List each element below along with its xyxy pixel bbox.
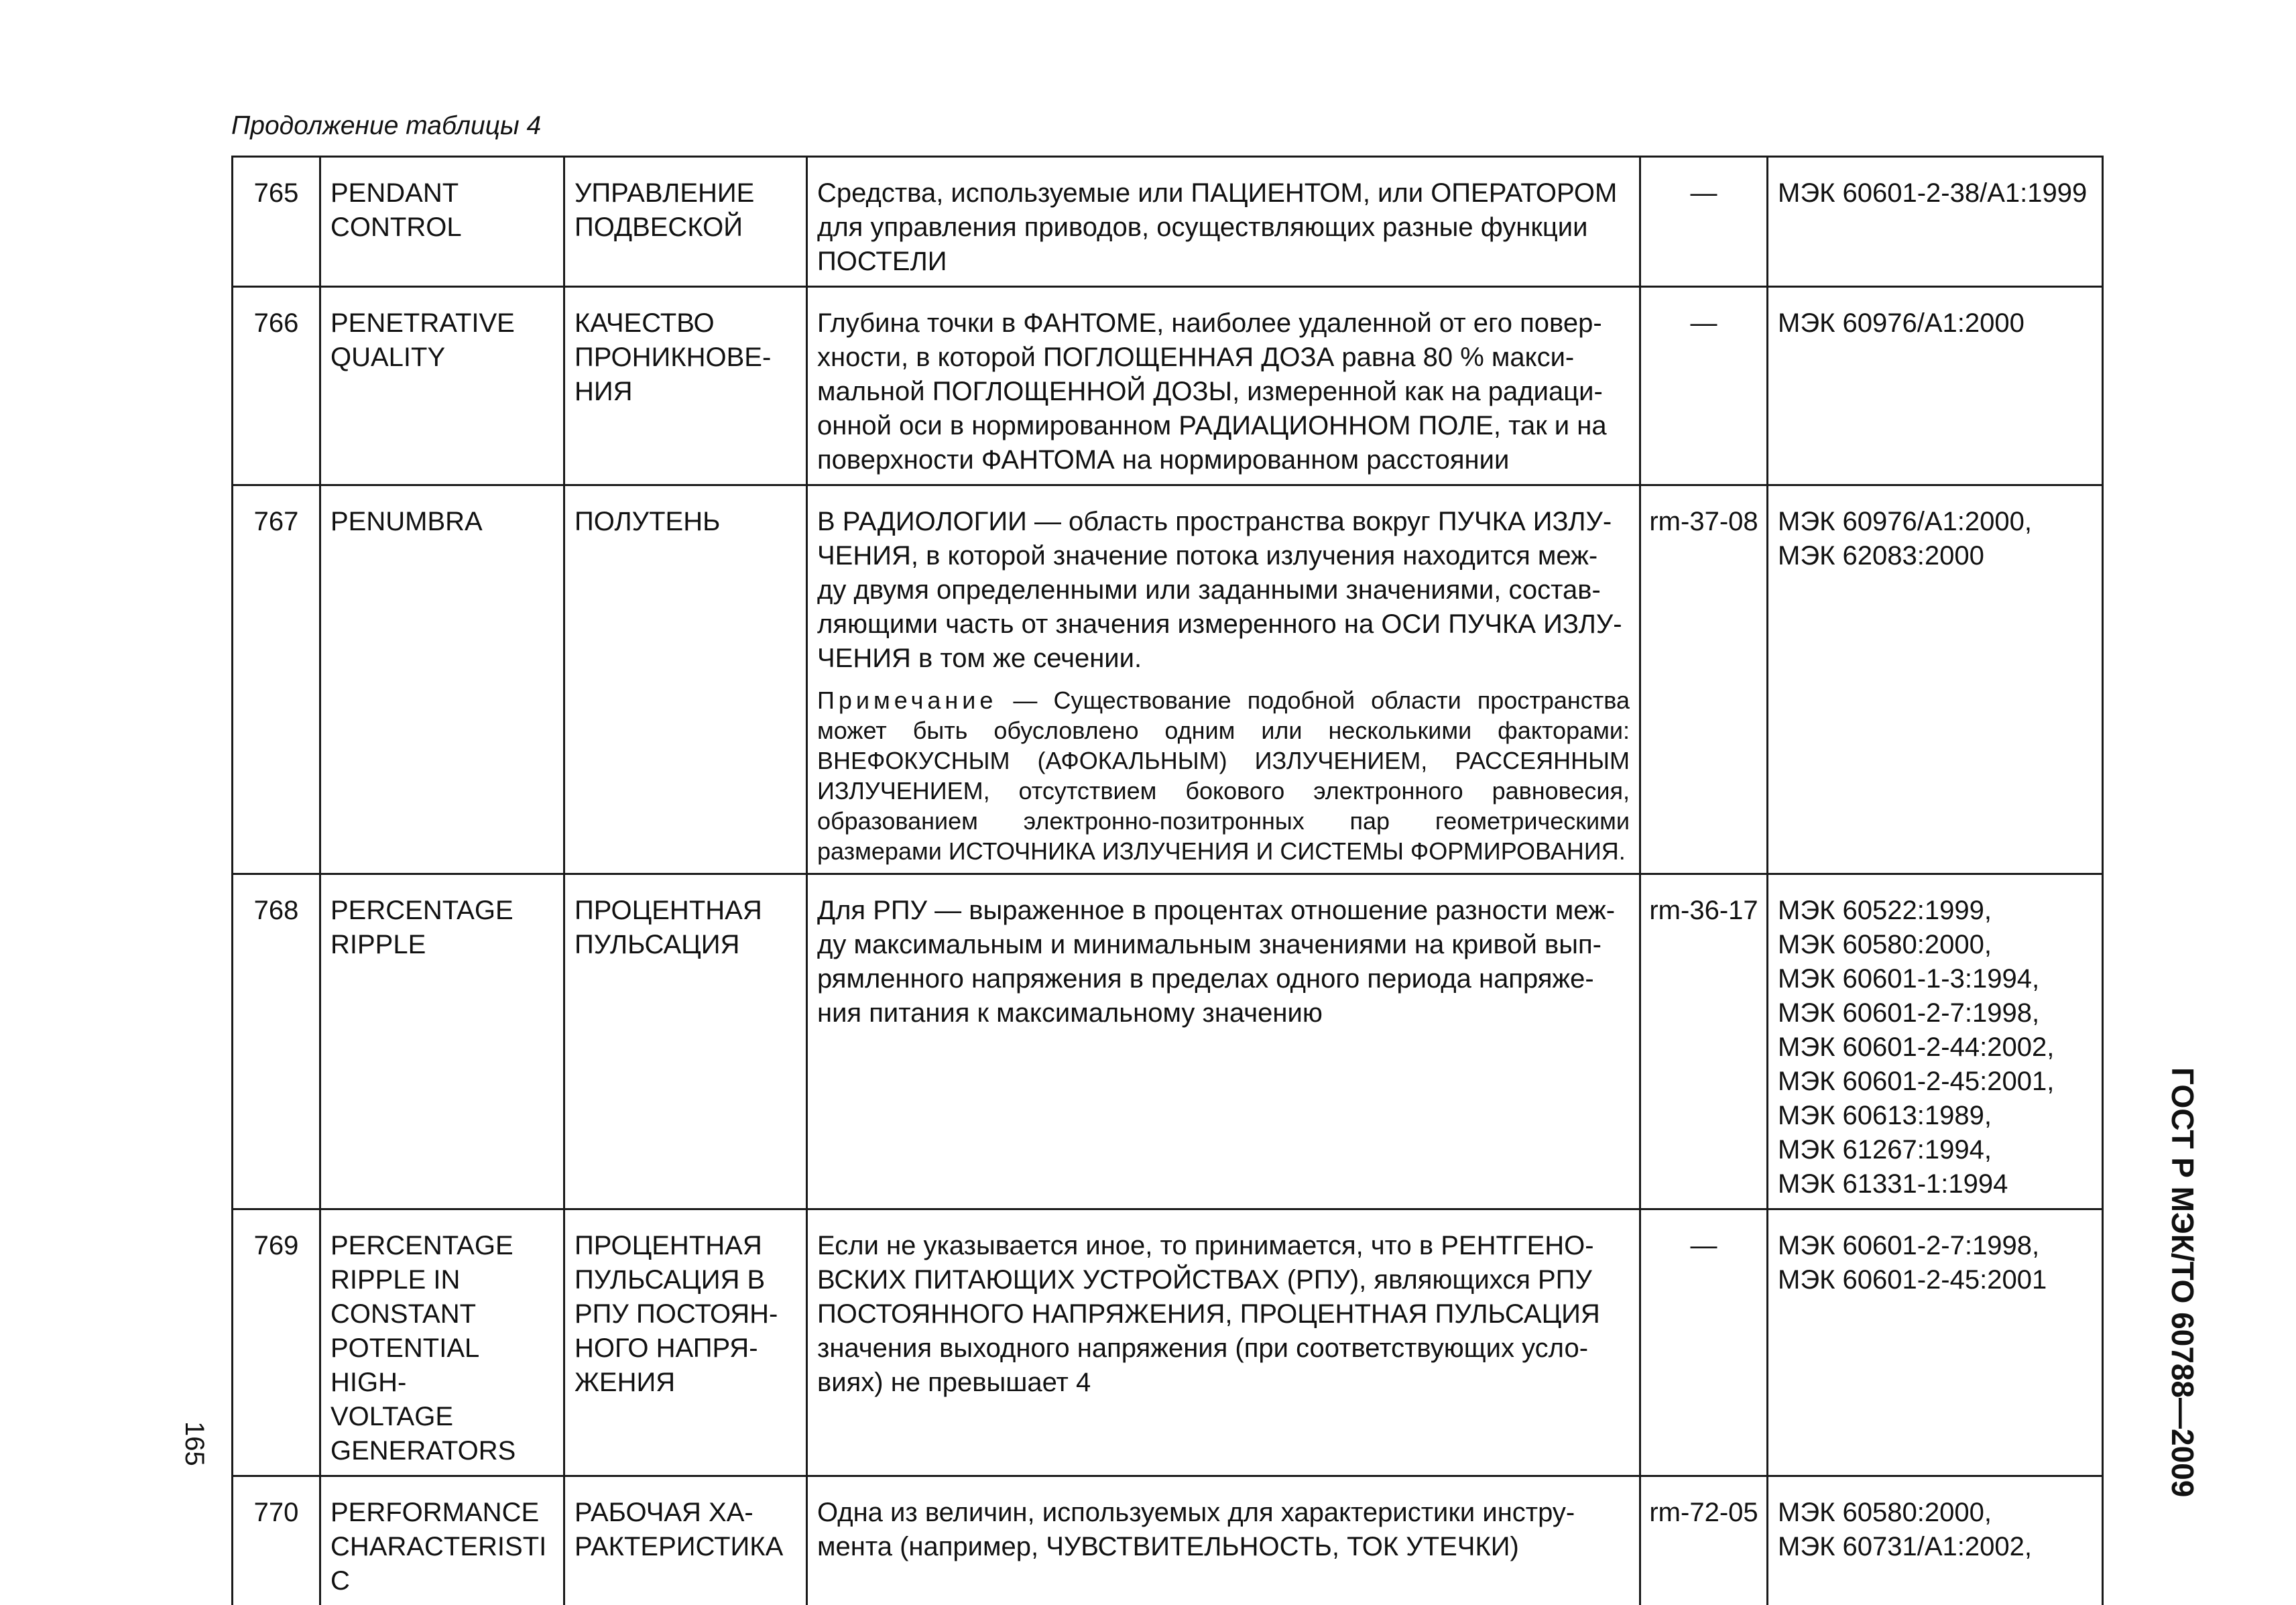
cell-line: ляющими часть от значения измеренного на ОСИ ПУЧКА ИЗЛУ- (817, 607, 1630, 642)
term-en (320, 485, 564, 874)
cell-line: МЭК 60976/А1:2000, (1778, 505, 2092, 539)
cell-line: ЖЕНИЯ (575, 1366, 796, 1400)
table-row (233, 287, 2103, 485)
term-ru (564, 287, 807, 485)
cell-line: VOLTAGE (330, 1400, 554, 1434)
row-number: 766 (233, 287, 320, 485)
term-code: — (1640, 287, 1768, 485)
definition (807, 1209, 1640, 1476)
terms-table (231, 156, 2104, 1605)
row-number: 768 (233, 874, 320, 1209)
cell-line: ЧЕНИЯ, в которой значение потока излучения находится меж- (817, 539, 1630, 573)
cell-line: для управления приводов, осуществляющих разные функции (817, 211, 1630, 245)
term-en (320, 1209, 564, 1476)
cell-line: ПУЛЬСАЦИЯ (575, 928, 796, 962)
table-caption: Продолжение таблицы 4 (231, 113, 541, 139)
cell-line: ПОСТЕЛИ (817, 245, 1630, 279)
row-number: 770 (233, 1476, 320, 1605)
cell-line: хности, в которой ПОГЛОЩЕННАЯ ДОЗА равна 80 % макси- (817, 341, 1630, 375)
cell-line: ПУЛЬСАЦИЯ В (575, 1263, 796, 1297)
term-en (320, 157, 564, 287)
cell-line: онной оси в нормированном РАДИАЦИОННОМ ПОЛЕ, так и на (817, 409, 1630, 443)
cell-line: ВСКИХ ПИТАЮЩИХ УСТРОЙСТВАХ (РПУ), являющихся РПУ (817, 1263, 1630, 1297)
standard-refs (1768, 287, 2103, 485)
cell-line: МЭК 60601-1-3:1994, (1778, 962, 2092, 996)
table-row (233, 157, 2103, 287)
cell-line: ПОЛУТЕНЬ (575, 505, 796, 539)
cell-line: PERCENTAGE (330, 894, 554, 928)
cell-line: CONTROL (330, 211, 554, 245)
cell-line: ния питания к максимальному значению (817, 996, 1630, 1030)
table-row (233, 1209, 2103, 1476)
definition (807, 157, 1640, 287)
cell-line: МЭК 60601-2-45:2001 (1778, 1263, 2092, 1297)
cell-line: МЭК 60580:2000, (1778, 928, 2092, 962)
cell-line: МЭК 60976/А1:2000 (1778, 306, 2092, 341)
cell-line: RIPPLE IN (330, 1263, 554, 1297)
cell-line: CONSTANT (330, 1297, 554, 1331)
cell-line: МЭК 60601-2-38/А1:1999 (1778, 176, 2092, 211)
cell-line: мальной ПОГЛОЩЕННОЙ ДОЗЫ, измеренной как на радиаци- (817, 375, 1630, 409)
table-row (233, 1476, 2103, 1605)
cell-line: CHARACTERISTIC (330, 1530, 554, 1598)
cell-line: ПРОНИКНОВЕ- (575, 341, 796, 375)
cell-line: рямленного напряжения в пределах одного периода напряже- (817, 962, 1630, 996)
term-en (320, 874, 564, 1209)
cell-line: Глубина точки в ФАНТОМЕ, наиболее удаленной от его повер- (817, 306, 1630, 341)
cell-line: ЧЕНИЯ в том же сечении. (817, 642, 1630, 676)
term-ru (564, 1209, 807, 1476)
note-text: — Существование подобной области пространства может быть обусловлено одним или несколькими факторами: ВНЕФОКУСНЫМ (АФОКАЛЬНЫМ) ИЗЛУЧЕНИЕМ, РАССЕЯННЫМ ИЗЛУЧЕНИЕМ, отсутствием бокового электронного равновесия, образованием электронно-позитронных пар геометрическими размерами ИСТОЧНИКА ИЗЛУЧЕНИЯ И СИСТЕМЫ ФОРМИРОВАНИЯ. (817, 687, 1630, 865)
cell-line: Одна из величин, используемых для характеристики инстру- (817, 1496, 1630, 1530)
cell-line: МЭК 61331-1:1994 (1778, 1167, 2092, 1201)
cell-line: значения выходного напряжения (при соответствующих усло- (817, 1331, 1630, 1366)
note-label: Примечание (817, 687, 997, 714)
cell-line: МЭК 61267:1994, (1778, 1133, 2092, 1167)
term-ru (564, 1476, 807, 1605)
cell-line: МЭК 60613:1989, (1778, 1099, 2092, 1133)
term-ru (564, 874, 807, 1209)
term-code: — (1640, 157, 1768, 287)
cell-line: PERCENTAGE (330, 1229, 554, 1263)
term-code: — (1640, 1209, 1768, 1476)
term-code: rm-36-17 (1640, 874, 1768, 1209)
cell-line: УПРАВЛЕНИЕ (575, 176, 796, 211)
cell-line: НОГО НАПРЯ- (575, 1331, 796, 1366)
cell-line: поверхности ФАНТОМА на нормированном расстоянии (817, 443, 1630, 477)
cell-line: НИЯ (575, 375, 796, 409)
cell-line: POTENTIAL HIGH- (330, 1331, 554, 1400)
cell-line: РАБОЧАЯ ХА- (575, 1496, 796, 1530)
cell-line: GENERATORS (330, 1434, 554, 1468)
cell-line: RIPPLE (330, 928, 554, 962)
cell-line: МЭК 60601-2-7:1998, (1778, 996, 2092, 1030)
definition (807, 1476, 1640, 1605)
cell-line: PENDANT (330, 176, 554, 211)
cell-line: PENETRATIVE (330, 306, 554, 341)
cell-line: ПРОЦЕНТНАЯ (575, 1229, 796, 1263)
definition-note (817, 685, 1630, 866)
cell-line: ПОСТОЯННОГО НАПРЯЖЕНИЯ, ПРОЦЕНТНАЯ ПУЛЬСАЦИЯ (817, 1297, 1630, 1331)
cell-line: МЭК 62083:2000 (1778, 539, 2092, 573)
table-row (233, 874, 2103, 1209)
cell-line: ПРОЦЕНТНАЯ (575, 894, 796, 928)
term-ru (564, 157, 807, 287)
term-ru (564, 485, 807, 874)
cell-line: Если не указывается иное, то принимается, что в РЕНТГЕНО- (817, 1229, 1630, 1263)
cell-line: ду двумя определенными или заданными значениями, состав- (817, 573, 1630, 607)
row-number: 769 (233, 1209, 320, 1476)
cell-line: РПУ ПОСТОЯН- (575, 1297, 796, 1331)
cell-line: МЭК 60731/А1:2002, (1778, 1530, 2092, 1564)
cell-line: PENUMBRA (330, 505, 554, 539)
standard-refs (1768, 157, 2103, 287)
standard-refs (1768, 1476, 2103, 1605)
standard-refs (1768, 874, 2103, 1209)
standard-refs (1768, 1209, 2103, 1476)
cell-line: В РАДИОЛОГИИ — область пространства вокруг ПУЧКА ИЗЛУ- (817, 505, 1630, 539)
row-number: 767 (233, 485, 320, 874)
page-number: 165 (181, 1421, 208, 1466)
cell-line: МЭК 60522:1999, (1778, 894, 2092, 928)
cell-line: МЭК 60601-2-7:1998, (1778, 1229, 2092, 1263)
table-row (233, 485, 2103, 874)
cell-line: ПОДВЕСКОЙ (575, 211, 796, 245)
terms-table-body (233, 157, 2103, 1605)
term-code: rm-72-05 (1640, 1476, 1768, 1605)
cell-line: МЭК 60601-2-44:2002, (1778, 1030, 2092, 1065)
term-code: rm-37-08 (1640, 485, 1768, 874)
cell-line: ду максимальным и минимальным значениями на кривой вып- (817, 928, 1630, 962)
cell-line: QUALITY (330, 341, 554, 375)
cell-line: КАЧЕСТВО (575, 306, 796, 341)
definition (807, 287, 1640, 485)
cell-line: виях) не превышает 4 (817, 1366, 1630, 1400)
definition (807, 485, 1640, 874)
document-side-title: ГОСТ Р МЭК/ТО 60788—2009 (2167, 1067, 2198, 1497)
standard-refs (1768, 485, 2103, 874)
definition-text (817, 505, 1630, 676)
term-en (320, 1476, 564, 1605)
cell-line: Средства, используемые или ПАЦИЕНТОМ, или ОПЕРАТОРОМ (817, 176, 1630, 211)
row-number: 765 (233, 157, 320, 287)
definition (807, 874, 1640, 1209)
cell-line: МЭК 60601-2-45:2001, (1778, 1065, 2092, 1099)
cell-line: Для РПУ — выраженное в процентах отношение разности меж- (817, 894, 1630, 928)
cell-line: МЭК 60580:2000, (1778, 1496, 2092, 1530)
term-en (320, 287, 564, 485)
cell-line: мента (например, ЧУВСТВИТЕЛЬНОСТЬ, ТОК УТЕЧКИ) (817, 1530, 1630, 1564)
cell-line: PERFORMANCE (330, 1496, 554, 1530)
cell-line: РАКТЕРИСТИКА (575, 1530, 796, 1564)
